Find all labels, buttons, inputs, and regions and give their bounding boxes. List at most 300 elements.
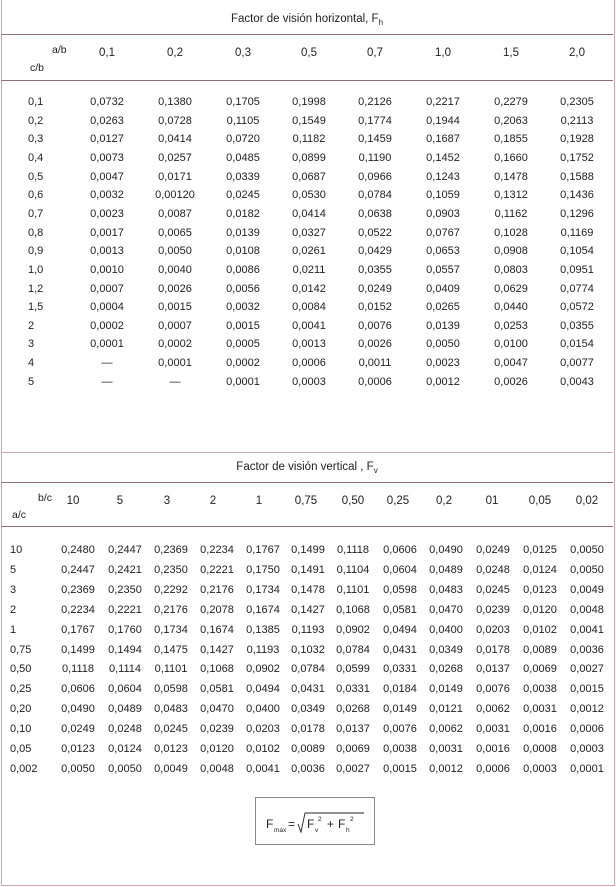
formula-lhs: F xyxy=(266,817,274,831)
vertical-col-header: 1 xyxy=(255,495,263,507)
vertical-cell: 0,1385 xyxy=(246,623,280,636)
vertical-cell: 0,0041 xyxy=(246,762,280,775)
horizontal-cell: 0,0152 xyxy=(358,301,392,314)
horizontal-row-key: 1,0 xyxy=(28,263,44,276)
vertical-cell: 0,0902 xyxy=(336,623,370,636)
vertical-cell: 0,2221 xyxy=(200,563,234,576)
horizontal-cell: 0,2113 xyxy=(560,114,594,127)
vertical-row-key: 0,25 xyxy=(10,683,32,696)
vertical-cell: 0,0036 xyxy=(570,643,604,656)
horizontal-cell: 0,1452 xyxy=(426,151,460,164)
vertical-cell: 0,0012 xyxy=(570,703,604,716)
vertical-cell: 0,0050 xyxy=(61,762,95,775)
vertical-cell: 0,2447 xyxy=(61,563,95,576)
vertical-title-rule xyxy=(1,482,613,483)
vertical-cell: 0,0489 xyxy=(429,563,463,576)
horizontal-cell: — xyxy=(169,375,181,388)
vertical-cell: 0,0062 xyxy=(476,703,510,716)
vertical-cell: 0,0031 xyxy=(476,723,510,736)
vertical-cell: 0,0431 xyxy=(291,683,325,696)
horizontal-cell: 0,0002 xyxy=(90,319,124,332)
vertical-cell: 0,1734 xyxy=(246,583,280,596)
horizontal-cell: 0,0010 xyxy=(90,263,124,276)
horizontal-cell: 0,0004 xyxy=(90,301,124,314)
formula-term1: F xyxy=(307,817,315,831)
horizontal-cell: 0,1549 xyxy=(292,114,326,127)
vertical-cell: 0,0483 xyxy=(429,583,463,596)
horizontal-title-subscript: h xyxy=(378,18,384,27)
horizontal-cell: 0,0007 xyxy=(90,282,124,295)
vertical-cell: 0,2221 xyxy=(108,603,142,616)
vertical-cell: 0,0012 xyxy=(429,762,463,775)
horizontal-cell: 0,1296 xyxy=(560,207,594,220)
vertical-cell: 0,0784 xyxy=(336,643,370,656)
horizontal-cell: 0,0001 xyxy=(158,357,192,370)
vertical-cell: 0,0027 xyxy=(336,762,370,775)
vertical-cell: 0,2176 xyxy=(154,603,188,616)
horizontal-cell: 0,0257 xyxy=(158,151,192,164)
horizontal-cell: 0,0041 xyxy=(292,319,326,332)
horizontal-cell: 0,0023 xyxy=(90,207,124,220)
horizontal-cell: 0,0139 xyxy=(226,226,260,239)
horizontal-cell: 0,0522 xyxy=(358,226,392,239)
vertical-cell: 0,0006 xyxy=(476,762,510,775)
vertical-cell: 0,0431 xyxy=(383,643,417,656)
horizontal-cell: 0,0409 xyxy=(426,282,460,295)
vertical-cell: 0,0245 xyxy=(476,583,510,596)
vertical-cell: 0,0184 xyxy=(383,683,417,696)
horizontal-cell: 0,0077 xyxy=(560,357,594,370)
horizontal-cell: 0,0076 xyxy=(358,319,392,332)
vertical-col-header: 0,50 xyxy=(341,495,365,507)
horizontal-row-key: 1,2 xyxy=(28,282,44,295)
horizontal-cell: 0,0023 xyxy=(426,357,460,370)
vertical-cell: 0,0598 xyxy=(154,683,188,696)
horizontal-row-axis-label: c/b xyxy=(30,62,45,74)
horizontal-cell: 0,0047 xyxy=(494,357,528,370)
vertical-cell: 0,0031 xyxy=(429,743,463,755)
horizontal-cell: 0,1459 xyxy=(358,133,392,146)
vertical-cell: 0,0902 xyxy=(246,663,280,676)
vertical-table-title xyxy=(0,461,614,475)
formula-equals: = xyxy=(288,817,296,831)
vertical-cell: 0,1068 xyxy=(336,603,370,616)
vertical-cell: 0,0604 xyxy=(383,563,417,576)
horizontal-header-rule xyxy=(1,80,613,81)
formula-term2-sub: h xyxy=(346,827,350,834)
horizontal-cell: 0,0026 xyxy=(494,375,528,388)
horizontal-col-axis-label: a/b xyxy=(52,44,67,56)
vertical-cell: 0,0069 xyxy=(336,743,370,755)
horizontal-cell: 0,0908 xyxy=(494,245,528,258)
vertical-row-key: 3 xyxy=(10,583,17,596)
horizontal-cell: 0,0032 xyxy=(226,301,260,314)
vertical-cell: 0,0349 xyxy=(291,703,325,716)
vertical-cell: 0,0008 xyxy=(523,743,557,755)
vertical-cell: 0,0015 xyxy=(383,762,417,775)
vertical-header-rule xyxy=(1,526,613,527)
vertical-cell: 0,0268 xyxy=(336,703,370,716)
vertical-cell: 0,0239 xyxy=(200,723,234,736)
vertical-cell: 0,0606 xyxy=(383,544,417,556)
vertical-cell: 0,0494 xyxy=(383,623,417,636)
formula-term2: F xyxy=(338,817,346,831)
horizontal-cell: 0,1478 xyxy=(494,170,528,183)
vertical-cell: 0,1068 xyxy=(200,663,234,676)
horizontal-cell: 0,0557 xyxy=(426,263,460,276)
formula-graphic xyxy=(256,798,374,844)
vertical-cell: 0,0123 xyxy=(61,743,95,755)
horizontal-cell: 0,0774 xyxy=(560,282,594,295)
vertical-cell: 0,0076 xyxy=(476,683,510,696)
horizontal-col-header: 2,0 xyxy=(569,47,585,59)
vertical-col-header: 3 xyxy=(163,495,171,507)
horizontal-cell: 0,1028 xyxy=(494,226,528,239)
horizontal-cell: 0,1054 xyxy=(560,245,594,258)
vertical-cell: 0,0050 xyxy=(108,762,142,775)
vertical-cell: 0,0048 xyxy=(200,762,234,775)
vertical-cell: 0,0089 xyxy=(523,643,557,656)
vertical-cell: 0,0331 xyxy=(336,683,370,696)
vertical-cell: 0,0050 xyxy=(570,563,604,576)
horizontal-row-key: 0,5 xyxy=(28,170,44,183)
vertical-cell: 0,1101 xyxy=(154,663,188,676)
horizontal-cell: 0,1588 xyxy=(560,170,594,183)
vertical-cell: 0,0331 xyxy=(383,663,417,676)
horizontal-cell: 0,0720 xyxy=(226,133,260,146)
vertical-cell: 0,2350 xyxy=(154,563,188,576)
vertical-cell: 0,0239 xyxy=(476,603,510,616)
vertical-cell: 0,2234 xyxy=(200,544,234,556)
vertical-cell: 0,0604 xyxy=(108,683,142,696)
horizontal-cell: 0,0047 xyxy=(90,170,124,183)
horizontal-cell: 0,0253 xyxy=(494,319,528,332)
horizontal-cell: 0,0327 xyxy=(292,226,326,239)
horizontal-cell: 0,1190 xyxy=(358,151,392,164)
horizontal-cell: 0,1752 xyxy=(560,151,594,164)
vertical-cell: 0,2176 xyxy=(200,583,234,596)
vertical-title-text: Factor de visión vertical , F xyxy=(236,461,374,473)
vertical-col-header: 01 xyxy=(485,495,499,507)
horizontal-cell: 0,0182 xyxy=(226,207,260,220)
horizontal-cell: 0,0065 xyxy=(158,226,192,239)
vertical-cell: 0,1478 xyxy=(291,583,325,596)
vertical-title-subscript: v xyxy=(373,466,378,475)
horizontal-cell: 0,0265 xyxy=(426,301,460,314)
horizontal-cell: 0,0007 xyxy=(158,319,192,332)
horizontal-cell: 0,0171 xyxy=(158,170,192,183)
formula-box xyxy=(255,797,375,845)
vertical-cell: 0,0050 xyxy=(570,544,604,556)
vertical-cell: 0,0268 xyxy=(429,663,463,676)
vertical-cell: 0,0349 xyxy=(429,643,463,656)
horizontal-cell: 0,0001 xyxy=(226,375,260,388)
vertical-cell: 0,0149 xyxy=(383,703,417,716)
vertical-cell: 0,0470 xyxy=(429,603,463,616)
horizontal-col-header: 0,2 xyxy=(167,47,183,59)
vertical-cell: 0,1427 xyxy=(291,603,325,616)
horizontal-cell: 0,1660 xyxy=(494,151,528,164)
horizontal-title-text: Factor de visión horizontal, F xyxy=(230,13,379,25)
horizontal-col-header: 0,1 xyxy=(99,47,115,59)
vertical-col-header: 0,2 xyxy=(436,495,452,507)
formula-term2-sup: 2 xyxy=(350,816,354,823)
horizontal-row-key: 0,4 xyxy=(28,151,44,164)
horizontal-cell: 0,0638 xyxy=(358,207,392,220)
horizontal-col-header: 0,5 xyxy=(301,47,317,59)
horizontal-cell: 0,1162 xyxy=(494,207,528,220)
horizontal-cell: 0,0006 xyxy=(358,375,392,388)
horizontal-cell: 0,0767 xyxy=(426,226,460,239)
horizontal-row-key: 0,7 xyxy=(28,207,44,220)
vertical-cell: 0,0203 xyxy=(246,723,280,736)
horizontal-cell: 0,0572 xyxy=(560,301,594,314)
horizontal-cell: 0,0017 xyxy=(90,226,124,239)
horizontal-cell: 0,1105 xyxy=(226,114,260,127)
horizontal-col-header: 1,5 xyxy=(503,47,519,59)
vertical-row-key: 0,20 xyxy=(10,703,32,716)
vertical-cell: 0,0598 xyxy=(383,583,417,596)
horizontal-cell: 0,0249 xyxy=(358,282,392,295)
horizontal-cell: 0,0011 xyxy=(358,357,392,370)
vertical-cell: 0,0123 xyxy=(523,583,557,596)
horizontal-row-key: 1,5 xyxy=(28,301,44,314)
vertical-cell: 0,0016 xyxy=(523,723,557,736)
vertical-cell: 0,1760 xyxy=(108,623,142,636)
vertical-cell: 0,0015 xyxy=(570,683,604,696)
vertical-cell: 0,1193 xyxy=(246,643,280,656)
horizontal-cell: 0,1687 xyxy=(426,133,460,146)
vertical-cell: 0,2369 xyxy=(154,544,188,556)
vertical-cell: 0,0400 xyxy=(246,703,280,716)
vertical-cell: 0,0038 xyxy=(523,683,557,696)
horizontal-cell: 0,1774 xyxy=(358,114,392,127)
vertical-cell: 0,0123 xyxy=(154,743,188,755)
vertical-col-header: 10 xyxy=(66,495,80,507)
vertical-cell: 0,0784 xyxy=(291,663,325,676)
horizontal-row-key: 0,9 xyxy=(28,245,44,258)
horizontal-cell: 0,0339 xyxy=(226,170,260,183)
vertical-cell: 0,0125 xyxy=(523,544,557,556)
vertical-col-axis-label: b/c xyxy=(38,492,53,504)
horizontal-cell: 0,1380 xyxy=(158,96,192,108)
horizontal-cell: 0,2217 xyxy=(426,96,460,108)
vertical-cell: 0,0062 xyxy=(429,723,463,736)
horizontal-cell: 0,0355 xyxy=(358,263,392,276)
vertical-cell: 0,0031 xyxy=(523,703,557,716)
vertical-cell: 0,0102 xyxy=(523,623,557,636)
horizontal-col-header: 1,0 xyxy=(435,47,451,59)
horizontal-table-title xyxy=(0,13,614,27)
horizontal-cell: 0,0485 xyxy=(226,151,260,164)
vertical-cell: 0,0124 xyxy=(523,563,557,576)
vertical-cell: 0,2292 xyxy=(154,583,188,596)
horizontal-cell: 0,0263 xyxy=(90,114,124,127)
horizontal-cell: 0,0355 xyxy=(560,319,594,332)
vertical-cell: 0,2421 xyxy=(108,563,142,576)
vertical-row-key: 0,05 xyxy=(10,743,32,755)
horizontal-cell: 0,0687 xyxy=(292,170,326,183)
vertical-cell: 0,2447 xyxy=(108,544,142,556)
vertical-cell: 0,0003 xyxy=(570,743,604,755)
vertical-cell: 0,0249 xyxy=(476,544,510,556)
vertical-cell: 0,0489 xyxy=(108,703,142,716)
horizontal-cell: 0,0245 xyxy=(226,189,260,202)
horizontal-cell: 0,1855 xyxy=(494,133,528,146)
horizontal-title-rule xyxy=(1,34,613,35)
horizontal-cell: 0,0414 xyxy=(292,207,326,220)
vertical-cell: 0,0027 xyxy=(570,663,604,676)
horizontal-cell: 0,0043 xyxy=(560,375,594,388)
vertical-cell: 0,0102 xyxy=(246,743,280,755)
vertical-cell: 0,0038 xyxy=(383,743,417,755)
horizontal-cell: 0,1705 xyxy=(226,96,260,108)
vertical-cell: 0,2350 xyxy=(108,583,142,596)
vertical-cell: 0,0249 xyxy=(61,723,95,736)
vertical-cell: 0,0137 xyxy=(476,663,510,676)
vertical-cell: 0,0121 xyxy=(429,703,463,716)
vertical-cell: 0,0137 xyxy=(336,723,370,736)
horizontal-row-key: 2 xyxy=(28,319,35,332)
horizontal-cell: 0,0629 xyxy=(494,282,528,295)
horizontal-cell: 0,0015 xyxy=(226,319,260,332)
vertical-cell: 0,0581 xyxy=(383,603,417,616)
vertical-cell: 0,1494 xyxy=(108,643,142,656)
horizontal-cell: 0,0006 xyxy=(292,357,326,370)
vertical-cell: 0,1674 xyxy=(200,623,234,636)
horizontal-cell: 0,0002 xyxy=(158,338,192,351)
horizontal-row-key: 0,1 xyxy=(28,96,44,108)
horizontal-cell: 0,1059 xyxy=(426,189,460,202)
vertical-cell: 0,0048 xyxy=(570,603,604,616)
horizontal-cell: 0,0803 xyxy=(494,263,528,276)
horizontal-cell: 0,0951 xyxy=(560,263,594,276)
vertical-cell: 0,0003 xyxy=(523,762,557,775)
vertical-cell: 0,0203 xyxy=(476,623,510,636)
vertical-cell: 0,0120 xyxy=(523,603,557,616)
vertical-row-key: 1 xyxy=(10,623,17,636)
horizontal-cell: 0,0005 xyxy=(226,338,260,351)
horizontal-cell: 0,2126 xyxy=(358,96,392,108)
horizontal-cell: 0,1928 xyxy=(560,133,594,146)
formula-plus: + xyxy=(327,817,335,831)
vertical-cell: 0,0124 xyxy=(108,743,142,755)
horizontal-cell: 0,0032 xyxy=(90,189,124,202)
horizontal-cell: — xyxy=(101,357,113,370)
vertical-cell: 0,0178 xyxy=(476,643,510,656)
vertical-cell: 0,0036 xyxy=(291,762,325,775)
horizontal-cell: 0,0653 xyxy=(426,245,460,258)
vertical-cell: 0,0049 xyxy=(570,583,604,596)
horizontal-cell: 0,1182 xyxy=(292,133,326,146)
vertical-cell: 0,1118 xyxy=(61,663,95,676)
horizontal-cell: 0,0429 xyxy=(358,245,392,258)
horizontal-cell: 0,0784 xyxy=(358,189,392,202)
vertical-row-key: 5 xyxy=(10,563,17,576)
horizontal-col-header: 0,7 xyxy=(367,47,383,59)
horizontal-cell: 0,2305 xyxy=(560,96,594,108)
horizontal-cell: 0,2063 xyxy=(494,114,528,127)
horizontal-cell: 0,0013 xyxy=(90,245,124,258)
vertical-cell: 0,0490 xyxy=(61,703,95,716)
vertical-cell: 0,2369 xyxy=(61,583,95,596)
vertical-col-header: 2 xyxy=(209,495,217,507)
vertical-cell: 0,1193 xyxy=(291,623,325,636)
vertical-row-axis-label: a/c xyxy=(12,509,27,521)
horizontal-cell: 0,0211 xyxy=(292,263,326,276)
vertical-row-key: 0,10 xyxy=(10,723,32,736)
vertical-cell: 0,0006 xyxy=(570,723,604,736)
vertical-row-key: 0,50 xyxy=(10,663,32,676)
vertical-cell: 0,1499 xyxy=(291,544,325,556)
vertical-cell: 0,0069 xyxy=(523,663,557,676)
formula-lhs-sub: máx xyxy=(274,827,287,834)
horizontal-cell: 0,2279 xyxy=(494,96,528,108)
formula-term1-sub: v xyxy=(315,827,319,834)
horizontal-cell: 0,0903 xyxy=(426,207,460,220)
vertical-cell: 0,0494 xyxy=(246,683,280,696)
vertical-cell: 0,0076 xyxy=(383,723,417,736)
vertical-cell: 0,1499 xyxy=(61,643,95,656)
vertical-cell: 0,2234 xyxy=(61,603,95,616)
horizontal-cell: 0,0899 xyxy=(292,151,326,164)
vertical-cell: 0,2480 xyxy=(61,544,95,556)
horizontal-row-key: 0,6 xyxy=(28,189,44,202)
vertical-cell: 0,1734 xyxy=(154,623,188,636)
horizontal-cell: 0,0728 xyxy=(158,114,192,127)
horizontal-cell: 0,0142 xyxy=(292,282,326,295)
horizontal-cell: 0,1169 xyxy=(560,226,594,239)
vertical-cell: 0,0149 xyxy=(429,683,463,696)
vertical-cell: 0,0483 xyxy=(154,703,188,716)
horizontal-cell: 0,0001 xyxy=(90,338,124,351)
horizontal-cell: 0,1312 xyxy=(494,189,528,202)
horizontal-cell: 0,0414 xyxy=(158,133,192,146)
horizontal-cell: 0,0073 xyxy=(90,151,124,164)
vertical-cell: 0,0470 xyxy=(200,703,234,716)
vertical-col-header: 0,75 xyxy=(294,495,318,507)
vertical-cell: 0,1475 xyxy=(154,643,188,656)
vertical-cell: 0,0248 xyxy=(108,723,142,736)
horizontal-row-key: 0,2 xyxy=(28,114,44,127)
horizontal-cell: 0,1998 xyxy=(292,96,326,108)
vertical-cell: 0,0178 xyxy=(291,723,325,736)
vertical-col-header: 5 xyxy=(116,495,124,507)
vertical-cell: 0,1674 xyxy=(246,603,280,616)
vertical-row-key: 0,002 xyxy=(10,762,38,775)
horizontal-cell: — xyxy=(101,375,113,388)
vertical-cell: 0,0120 xyxy=(200,743,234,755)
vertical-cell: 0,1118 xyxy=(336,544,370,556)
horizontal-cell: 0,0108 xyxy=(226,245,260,258)
horizontal-cell: 0,0026 xyxy=(358,338,392,351)
horizontal-cell: 0,0440 xyxy=(494,301,528,314)
vertical-cell: 0,1032 xyxy=(291,643,325,656)
horizontal-row-key: 3 xyxy=(28,338,35,351)
horizontal-cell: 0,0040 xyxy=(158,263,192,276)
vertical-cell: 0,0041 xyxy=(570,623,604,636)
vertical-cell: 0,1767 xyxy=(246,544,280,556)
vertical-row-key: 2 xyxy=(10,603,17,616)
vertical-row-key: 0,75 xyxy=(10,643,32,656)
horizontal-cell: 0,0013 xyxy=(292,338,326,351)
vertical-cell: 0,0248 xyxy=(476,563,510,576)
horizontal-cell: 0,0732 xyxy=(90,96,124,108)
horizontal-cell: 0,1436 xyxy=(560,189,594,202)
horizontal-cell: 0,0966 xyxy=(358,170,392,183)
vertical-cell: 0,0599 xyxy=(336,663,370,676)
vertical-cell: 0,0089 xyxy=(291,743,325,755)
